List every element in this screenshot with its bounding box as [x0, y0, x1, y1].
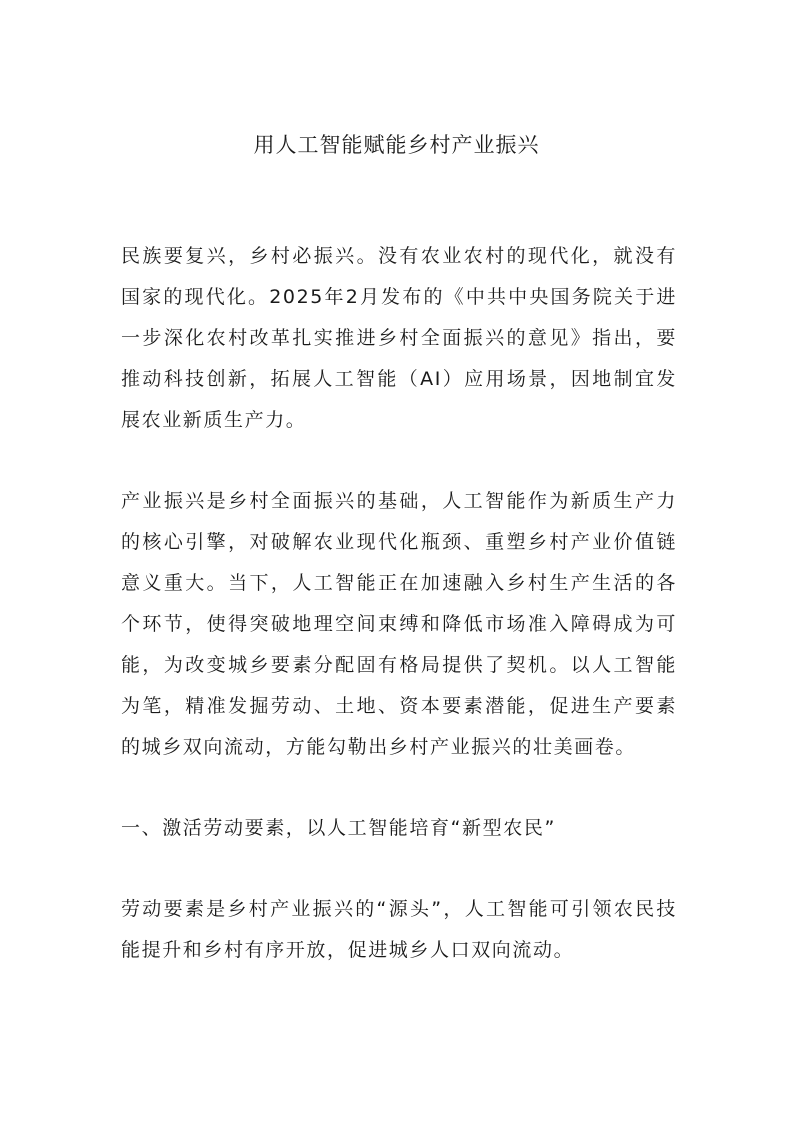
section-heading-1: 一、激活劳动要素，以人工智能培育“新型农民”: [121, 817, 556, 839]
paragraph-1: 民族要复兴，乡村必振兴。没有农业农村的现代化，就没有国家的现代化。2025年2月发布的《中共中央国务院关于进一步深化农村改革扎实推进乡村全面振兴的意见》指出，要推动科技创新，拓展人工智能（AI）应用场景，因地制宜发展农业新质生产力。: [121, 245, 677, 431]
paragraph-3: 劳动要素是乡村产业振兴的“源头”，人工智能可引领农民技能提升和乡村有序开放，促进城乡人口双向流动。: [121, 898, 677, 961]
document-body: [121, 236, 677, 971]
document-title: 用人工智能赋能乡村产业振兴: [253, 133, 540, 157]
paragraph-gap: [121, 441, 677, 481]
paragraph-gap: [121, 849, 677, 889]
paragraph-2: 产业振兴是乡村全面振兴的基础，人工智能作为新质生产力的核心引擎，对破解农业现代化瓶颈、重塑乡村产业价值链意义重大。当下，人工智能正在加速融入乡村生产生活的各个环节，使得突破地理空间束缚和降低市场准入障碍成为可能，为改变城乡要素分配固有格局提供了契机。以人工智能为笔，精准发掘劳动、土地、资本要素潜能，促进生产要素的城乡双向流动，方能勾勒出乡村产业振兴的壮美画卷。: [121, 490, 677, 758]
paragraph-gap: [121, 768, 677, 808]
